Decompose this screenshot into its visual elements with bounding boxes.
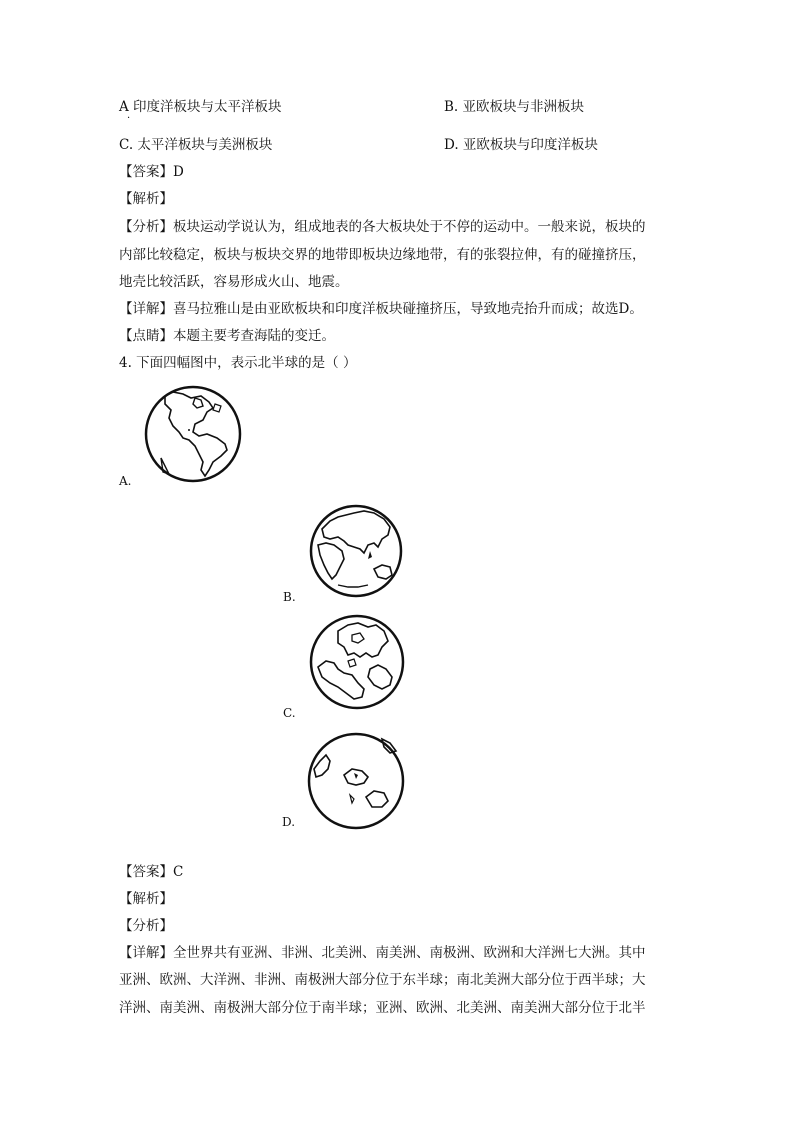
q4-fenxi: 【分析】 <box>119 918 173 934</box>
q4-xiangjie-line-3: 洋洲、南美洲、南极洲大部分位于南半球；亚洲、欧洲、北美洲、南美洲大部分位于北半 <box>119 1000 646 1016</box>
q4-question: 4. 下面四幅图中，表示北半球的是（ ） <box>119 355 357 371</box>
q3-fenxi-line-3: 地壳比较活跃，容易形成火山、地震。 <box>119 274 349 290</box>
q4-answer: 【答案】C <box>119 864 184 880</box>
q3-analysis-title: 【解析】 <box>119 191 173 207</box>
option-d-text: D. 亚欧板块与印度洋板块 <box>444 137 598 153</box>
emphasis-dot: · <box>127 113 131 124</box>
southern-hemisphere-globe-icon <box>306 731 406 831</box>
globe-a-label: A. <box>119 474 132 488</box>
q4-analysis-title: 【解析】 <box>119 891 173 907</box>
option-c-text: C. 太平洋板块与美洲板块 <box>119 137 273 153</box>
q3-dianjing: 【点睛】本题主要考查海陆的变迁。 <box>119 328 335 344</box>
globe-c-label: C. <box>283 706 296 720</box>
option-a-text: A 印度洋板块与太平洋板块 <box>119 99 282 115</box>
northern-hemisphere-globe-icon <box>308 613 406 711</box>
globe-d-label: D. <box>282 815 296 829</box>
western-hemisphere-globe-icon <box>143 384 243 484</box>
q3-fenxi-line-2: 内部比较稳定，板块与板块交界的地带即板块边缘地带，有的张裂拉伸，有的碰撞挤压， <box>119 247 646 263</box>
eastern-hemisphere-globe-icon <box>308 503 404 599</box>
globe-b-label: B. <box>283 590 296 604</box>
q3-fenxi-line-1: 【分析】板块运动学说认为，组成地表的各大板块处于不停的运动中。一般来说，板块的 <box>119 219 646 235</box>
q4-xiangjie-line-1: 【详解】全世界共有亚洲、非洲、北美洲、南美洲、南极洲、欧洲和大洋洲七大洲。其中 <box>119 945 646 961</box>
q3-answer: 【答案】D <box>119 164 184 180</box>
q3-xiangjie: 【详解】喜马拉雅山是由亚欧板块和印度洋板块碰撞挤压，导致地壳抬升而成；故选D。 <box>119 301 643 317</box>
q4-xiangjie-line-2: 亚洲、欧洲、大洋洲、非洲、南极洲大部分位于东半球；南北美洲大部分位于西半球；大 <box>119 972 646 988</box>
option-b-text: B. 亚欧板块与非洲板块 <box>444 99 585 115</box>
